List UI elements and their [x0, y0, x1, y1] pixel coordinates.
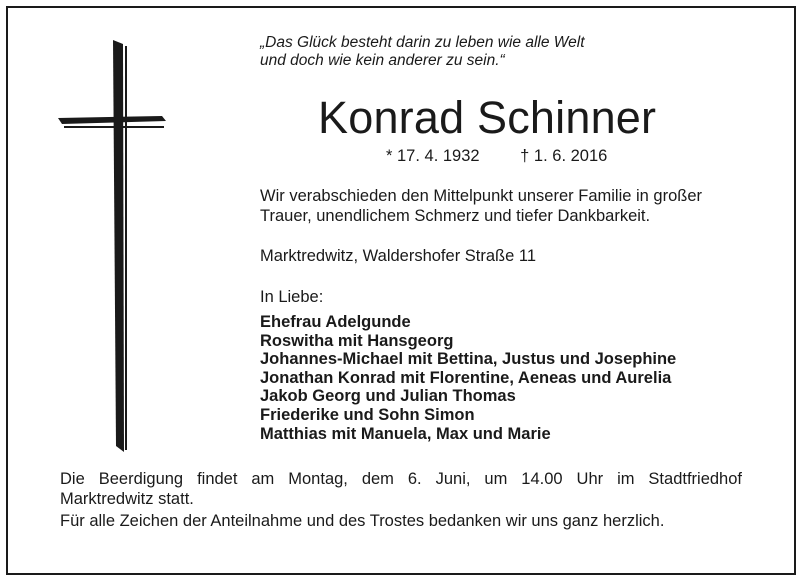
epigraph-quote [260, 34, 660, 70]
cross-icon [58, 40, 168, 452]
thanks-note: Für alle Zeichen der Anteilnahme und des Trostes bedanken wir uns ganz herzlich. [60, 512, 665, 530]
mourner-item: Roswitha mit Hansgeorg [260, 331, 454, 350]
family-address: Marktredwitz, Waldershofer Straße 11 [260, 247, 537, 265]
mourner-item: Johannes-Michael mit Bettina, Justus und Josephine [260, 350, 677, 369]
funeral-notice [60, 469, 742, 509]
farewell-line-1: Wir verabschieden den Mittelpunkt unserer Familie in großer [260, 187, 703, 205]
farewell-line-2: Trauer, unendlichem Schmerz und tiefer Dankbarkeit. [260, 207, 651, 225]
mourner-item: Matthias mit Manuela, Max und Marie [260, 424, 551, 443]
mourners-list [260, 313, 676, 443]
quote-line-1: „Das Glück besteht darin zu leben wie alle Welt [260, 34, 585, 51]
quote-line-2: und doch wie kein anderer zu sein.“ [260, 52, 505, 69]
mourner-item: Jonathan Konrad mit Florentine, Aeneas und Aurelia [260, 368, 672, 387]
funeral-line-2: Marktredwitz statt. [60, 490, 194, 508]
farewell-text [260, 186, 770, 226]
mourner-item: Ehefrau Adelgunde [260, 313, 411, 331]
mourner-item: Friederike und Sohn Simon [260, 405, 475, 424]
funeral-line-1: Die Beerdigung findet am Montag, dem 6. Juni, um 14.00 Uhr im Stadtfriedhof [60, 470, 742, 488]
deceased-name: Konrad Schinner [318, 92, 657, 143]
in-love-label: In Liebe: [260, 288, 324, 306]
life-dates [386, 147, 607, 166]
mourner-item: Jakob Georg und Julian Thomas [260, 387, 516, 406]
death-date: † 1. 6. 2016 [520, 147, 608, 165]
birth-date: * 17. 4. 1932 [386, 147, 480, 165]
